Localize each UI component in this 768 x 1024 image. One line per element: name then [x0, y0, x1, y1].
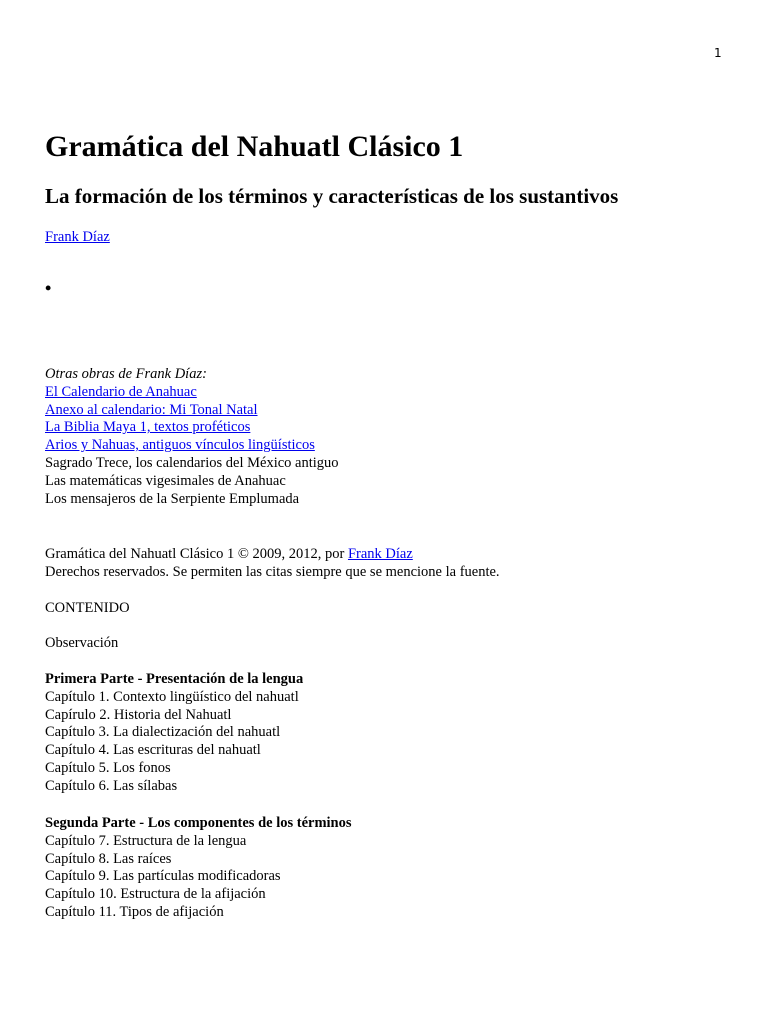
chapter-item: Capírulo 2. Historia del Nahuatl	[45, 706, 232, 723]
other-works-heading: Otras obras de Frank Díaz:	[45, 366, 207, 382]
work-link-biblia-maya[interactable]: La Biblia Maya 1, textos proféticos	[45, 419, 251, 436]
chapter-item: Capítulo 1. Contexto lingüístico del nahuatl	[45, 688, 299, 705]
copyright-text: Gramática del Nahuatl Clásico 1 © 2009, 2012, por	[45, 546, 348, 562]
work-item-matematicas: Las matemáticas vigesimales de Anahuac	[45, 472, 286, 489]
chapter-item: Capítulo 10. Estructura de la afijación	[45, 886, 266, 903]
contents-part-2	[45, 815, 352, 922]
chapter-item: Capítulo 7. Estructura de la lengua	[45, 832, 247, 849]
work-item-sagrado-trece: Sagrado Trece, los calendarios del México antiguo	[45, 454, 339, 471]
copyright-section	[45, 546, 500, 582]
bullet: •	[45, 278, 52, 298]
work-item-mensajeros: Los mensajeros de la Serpiente Emplumada	[45, 490, 300, 507]
chapter-item: Capítulo 4. Las escrituras del nahuatl	[45, 742, 261, 759]
rights-text: Derechos reservados. Se permiten las citas siempre que se mencione la fuente.	[45, 563, 500, 580]
document-subtitle: La formación de los términos y características de los sustantivos	[45, 184, 619, 208]
contents-title: CONTENIDO	[45, 600, 130, 616]
chapter-item: Capítulo 6. Las sílabas	[45, 777, 178, 794]
other-works-section	[45, 366, 339, 508]
chapter-item: Capítulo 8. Las raíces	[45, 850, 172, 867]
part-title: Primera Parte - Presentación de la lengua	[45, 671, 304, 687]
chapter-item: Capítulo 5. Los fonos	[45, 759, 171, 776]
author-link[interactable]: Frank Díaz	[45, 229, 110, 245]
contents-observation: Observación	[45, 635, 119, 651]
page-number: 1	[714, 46, 722, 60]
chapter-item: Capítulo 9. Las partículas modificadoras	[45, 868, 281, 885]
part-title: Segunda Parte - Los componentes de los términos	[45, 815, 352, 831]
chapter-item: Capítulo 11. Tipos de afijación	[45, 903, 224, 920]
work-link-calendario[interactable]: El Calendario de Anahuac	[45, 383, 197, 400]
document-title: Gramática del Nahuatl Clásico 1	[45, 130, 464, 163]
work-link-anexo[interactable]: Anexo al calendario: Mi Tonal Natal	[45, 401, 258, 418]
contents-part-1	[45, 671, 303, 796]
copyright-author-link[interactable]: Frank Díaz	[347, 546, 413, 562]
chapter-item: Capítulo 3. La dialectización del nahuatl	[45, 724, 281, 741]
work-link-arios-nahuas[interactable]: Arios y Nahuas, antiguos vínculos lingüísticos	[45, 437, 315, 454]
